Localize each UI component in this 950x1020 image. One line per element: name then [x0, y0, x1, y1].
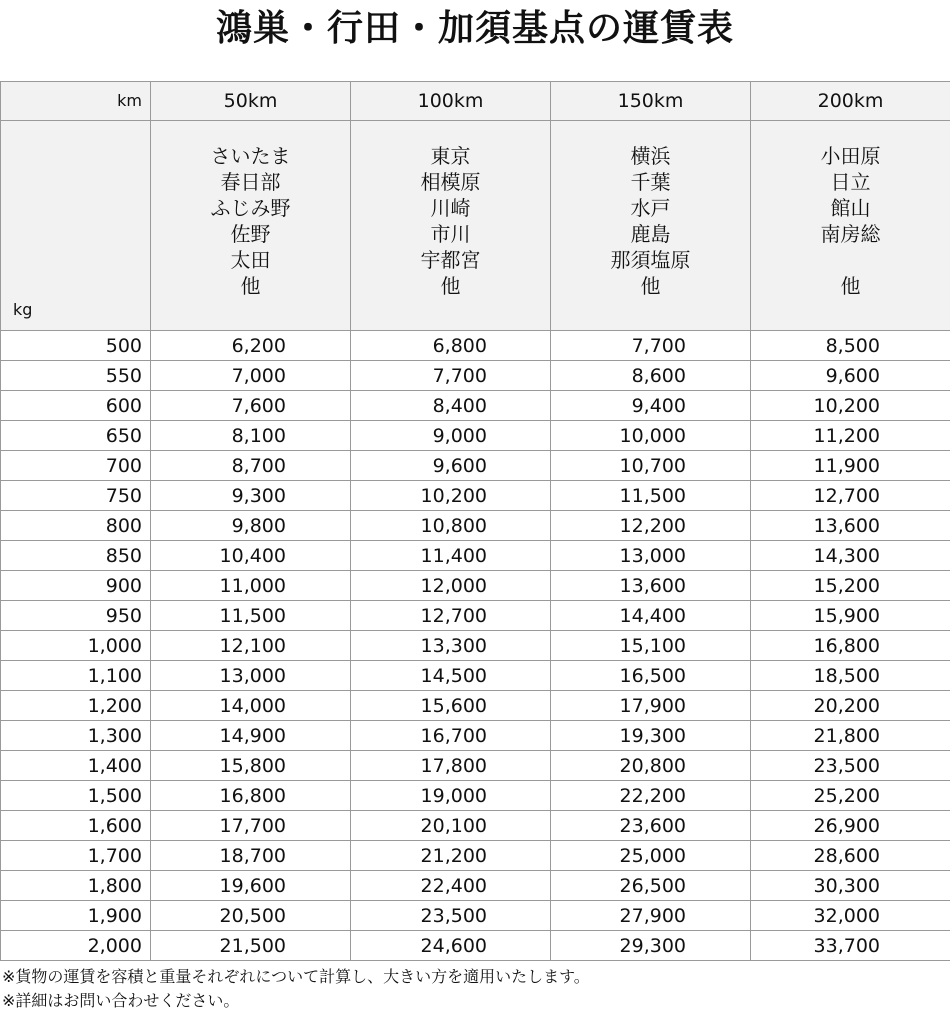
destinations-50km — [151, 121, 351, 331]
price-cell: 13,600 — [551, 571, 751, 601]
price-cell: 11,900 — [751, 451, 950, 481]
destination-name — [751, 247, 950, 273]
kg-unit-label: kg — [1, 121, 151, 331]
price-cell: 29,300 — [551, 931, 751, 961]
destination-name: 佐野 — [230, 222, 271, 246]
price-cell: 20,800 — [551, 751, 751, 781]
price-cell: 11,500 — [551, 481, 751, 511]
price-cell: 23,500 — [751, 751, 950, 781]
price-cell: 23,600 — [551, 811, 751, 841]
price-cell: 15,200 — [751, 571, 950, 601]
price-cell: 17,700 — [151, 811, 351, 841]
price-cell: 12,100 — [151, 631, 351, 661]
price-cell: 19,600 — [151, 871, 351, 901]
table-row — [1, 721, 950, 751]
price-cell: 19,000 — [351, 781, 551, 811]
weight-cell: 900 — [1, 571, 151, 601]
price-cell: 17,900 — [551, 691, 751, 721]
price-cell: 10,800 — [351, 511, 551, 541]
price-cell: 12,700 — [751, 481, 950, 511]
weight-cell: 2,000 — [1, 931, 151, 961]
destination-name: 川崎 — [430, 196, 471, 220]
table-row — [1, 391, 950, 421]
destination-name: 鹿島 — [630, 222, 671, 246]
price-cell: 27,900 — [551, 901, 751, 931]
price-cell: 8,400 — [351, 391, 551, 421]
price-cell: 6,800 — [351, 331, 551, 361]
weight-cell: 1,200 — [1, 691, 151, 721]
table-row — [1, 601, 950, 631]
price-cell: 14,400 — [551, 601, 751, 631]
price-cell: 23,500 — [351, 901, 551, 931]
table-row — [1, 331, 950, 361]
price-cell: 13,300 — [351, 631, 551, 661]
price-cell: 9,600 — [351, 451, 551, 481]
table-row — [1, 421, 950, 451]
weight-cell: 850 — [1, 541, 151, 571]
price-cell: 14,300 — [751, 541, 950, 571]
price-cell: 13,000 — [551, 541, 751, 571]
footnote-contact: ※詳細はお問い合わせください。 — [2, 991, 240, 1010]
price-cell: 8,500 — [751, 331, 950, 361]
price-cell: 13,000 — [151, 661, 351, 691]
destination-name: さいたま — [210, 144, 291, 168]
weight-cell: 800 — [1, 511, 151, 541]
footnote-volume-weight: ※貨物の運賃を容積と重量それぞれについて計算し、大きい方を適用いたします。 — [2, 967, 590, 986]
price-cell: 10,000 — [551, 421, 751, 451]
rate-table — [0, 81, 950, 961]
weight-cell: 1,700 — [1, 841, 151, 871]
price-cell: 28,600 — [751, 841, 950, 871]
destinations-150km — [551, 121, 751, 331]
weight-cell: 1,900 — [1, 901, 151, 931]
price-cell: 18,700 — [151, 841, 351, 871]
weight-cell: 750 — [1, 481, 151, 511]
destination-name: 太田 — [230, 248, 271, 272]
price-cell: 16,700 — [351, 721, 551, 751]
table-row — [1, 691, 950, 721]
price-cell: 14,500 — [351, 661, 551, 691]
price-cell: 8,700 — [151, 451, 351, 481]
price-cell: 9,600 — [751, 361, 950, 391]
destination-name: 他 — [640, 274, 661, 298]
weight-cell: 500 — [1, 331, 151, 361]
destination-name: 那須塩原 — [610, 248, 691, 272]
price-cell: 8,600 — [551, 361, 751, 391]
price-cell: 7,000 — [151, 361, 351, 391]
price-cell: 26,500 — [551, 871, 751, 901]
price-cell: 20,500 — [151, 901, 351, 931]
weight-cell: 550 — [1, 361, 151, 391]
price-cell: 12,700 — [351, 601, 551, 631]
price-cell: 9,400 — [551, 391, 751, 421]
table-row — [1, 781, 950, 811]
price-cell: 10,200 — [751, 391, 950, 421]
destination-name: 相模原 — [420, 170, 481, 194]
destination-name: 他 — [440, 274, 461, 298]
destination-name: 水戸 — [630, 196, 671, 220]
weight-cell: 1,800 — [1, 871, 151, 901]
price-cell: 6,200 — [151, 331, 351, 361]
destination-name: 日立 — [830, 170, 871, 194]
weight-cell: 1,000 — [1, 631, 151, 661]
price-cell: 7,700 — [551, 331, 751, 361]
price-cell: 32,000 — [751, 901, 950, 931]
price-cell: 10,700 — [551, 451, 751, 481]
price-cell: 11,400 — [351, 541, 551, 571]
weight-cell: 700 — [1, 451, 151, 481]
table-row — [1, 661, 950, 691]
price-cell: 8,100 — [151, 421, 351, 451]
price-cell: 21,200 — [351, 841, 551, 871]
destination-name: 館山 — [830, 196, 871, 220]
price-cell: 16,800 — [751, 631, 950, 661]
destination-name: 市川 — [430, 222, 471, 246]
table-row — [1, 901, 950, 931]
table-row — [1, 361, 950, 391]
price-cell: 25,200 — [751, 781, 950, 811]
destinations-200km — [751, 121, 950, 331]
price-cell: 11,200 — [751, 421, 950, 451]
price-cell: 21,800 — [751, 721, 950, 751]
price-cell: 18,500 — [751, 661, 950, 691]
price-cell: 12,000 — [351, 571, 551, 601]
km-unit-label: km — [1, 82, 151, 121]
destination-name: 南房総 — [820, 222, 881, 246]
price-cell: 9,300 — [151, 481, 351, 511]
price-cell: 12,200 — [551, 511, 751, 541]
price-cell: 10,200 — [351, 481, 551, 511]
price-cell: 10,400 — [151, 541, 351, 571]
weight-cell: 600 — [1, 391, 151, 421]
weight-cell: 950 — [1, 601, 151, 631]
price-cell: 16,500 — [551, 661, 751, 691]
price-cell: 9,800 — [151, 511, 351, 541]
table-row — [1, 481, 950, 511]
price-cell: 30,300 — [751, 871, 950, 901]
weight-cell: 1,400 — [1, 751, 151, 781]
price-cell: 20,200 — [751, 691, 950, 721]
table-row — [1, 871, 950, 901]
price-cell: 7,700 — [351, 361, 551, 391]
table-row — [1, 931, 950, 961]
table-row — [1, 451, 950, 481]
price-cell: 15,900 — [751, 601, 950, 631]
table-row — [1, 571, 950, 601]
price-cell: 24,600 — [351, 931, 551, 961]
distance-header-150km: 150km — [551, 82, 751, 121]
price-cell: 15,800 — [151, 751, 351, 781]
destination-name: 宇都宮 — [420, 248, 481, 272]
page-title: 鴻巣・行田・加須基点の運賃表 — [215, 8, 734, 49]
distance-header-200km: 200km — [751, 82, 950, 121]
destination-name: 東京 — [430, 144, 471, 168]
destination-name: 小田原 — [820, 144, 881, 168]
price-cell: 7,600 — [151, 391, 351, 421]
price-cell: 9,000 — [351, 421, 551, 451]
price-cell: 22,400 — [351, 871, 551, 901]
price-cell: 14,000 — [151, 691, 351, 721]
destination-row — [1, 121, 950, 331]
price-cell: 26,900 — [751, 811, 950, 841]
price-cell: 15,100 — [551, 631, 751, 661]
price-cell: 11,500 — [151, 601, 351, 631]
destinations-100km — [351, 121, 551, 331]
destination-name: 他 — [840, 274, 861, 298]
weight-cell: 1,300 — [1, 721, 151, 751]
weight-cell: 1,100 — [1, 661, 151, 691]
destination-name: 横浜 — [630, 144, 671, 168]
price-cell: 20,100 — [351, 811, 551, 841]
price-cell: 16,800 — [151, 781, 351, 811]
destination-name: 春日部 — [220, 170, 281, 194]
distance-header-100km: 100km — [351, 82, 551, 121]
weight-cell: 1,600 — [1, 811, 151, 841]
price-cell: 19,300 — [551, 721, 751, 751]
price-cell: 25,000 — [551, 841, 751, 871]
destination-name: 千葉 — [630, 170, 671, 194]
price-cell: 11,000 — [151, 571, 351, 601]
price-cell: 21,500 — [151, 931, 351, 961]
table-row — [1, 511, 950, 541]
destination-name: ふじみ野 — [210, 196, 291, 220]
price-cell: 13,600 — [751, 511, 950, 541]
price-cell: 17,800 — [351, 751, 551, 781]
price-cell: 15,600 — [351, 691, 551, 721]
price-cell: 33,700 — [751, 931, 950, 961]
price-cell: 14,900 — [151, 721, 351, 751]
table-row — [1, 811, 950, 841]
table-row — [1, 841, 950, 871]
destination-name: 他 — [240, 274, 261, 298]
weight-cell: 650 — [1, 421, 151, 451]
weight-cell: 1,500 — [1, 781, 151, 811]
footnotes — [2, 965, 590, 1013]
table-row — [1, 631, 950, 661]
distance-header-row — [1, 82, 950, 121]
table-row — [1, 541, 950, 571]
distance-header-50km: 50km — [151, 82, 351, 121]
price-cell: 22,200 — [551, 781, 751, 811]
table-row — [1, 751, 950, 781]
rate-table-body — [1, 82, 950, 961]
